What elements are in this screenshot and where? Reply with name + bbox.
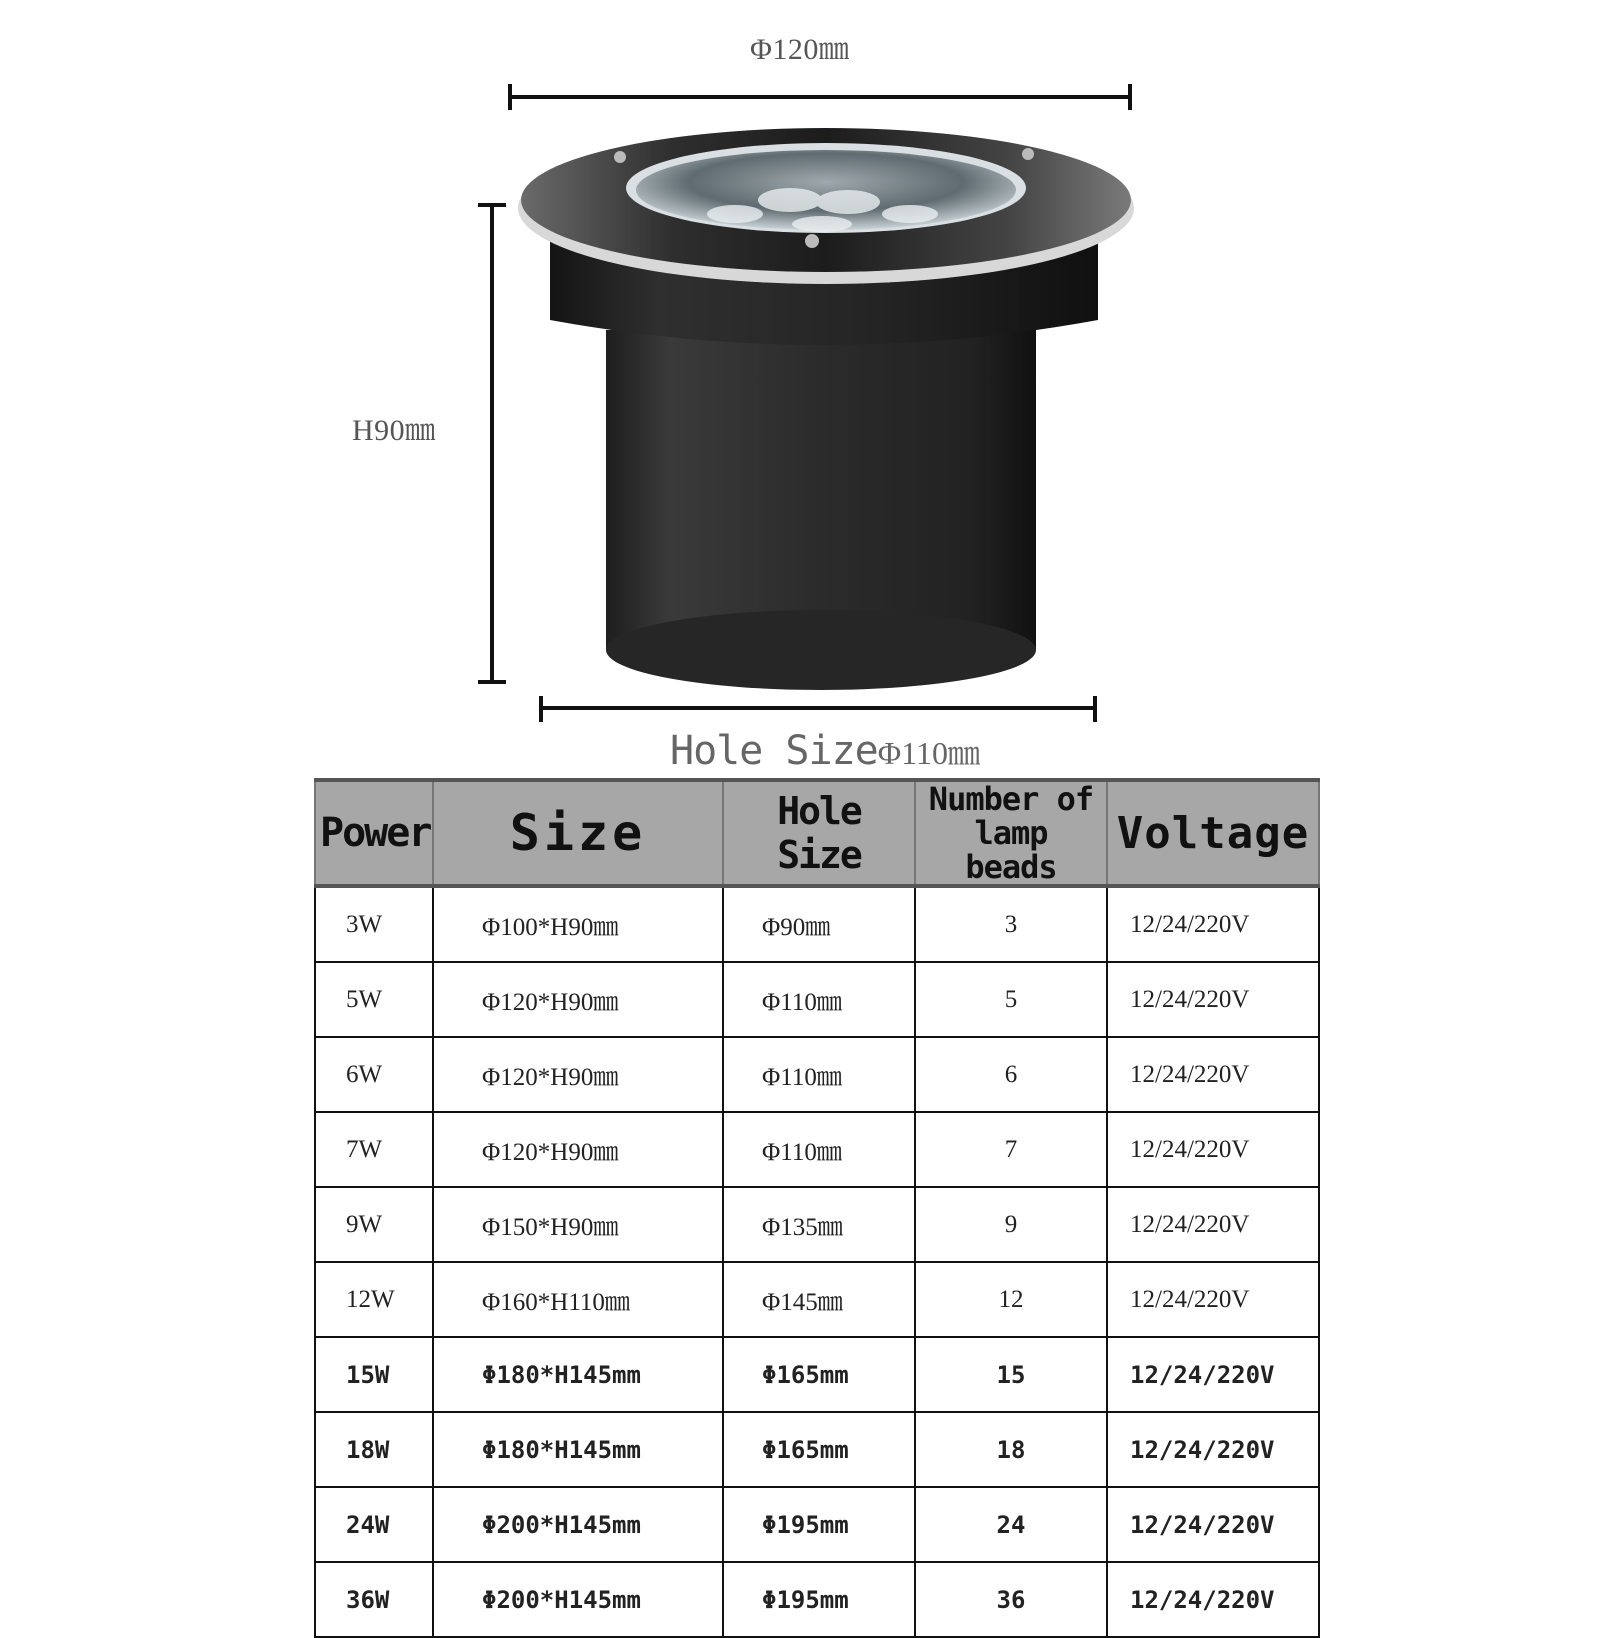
cell-voltage: 12/24/220V (1107, 1412, 1319, 1487)
top-diameter-label: Φ120㎜ (750, 33, 850, 66)
table-header-row (315, 780, 1319, 886)
table-row (315, 1487, 1319, 1562)
cell-voltage: 12/24/220V (1107, 1337, 1319, 1412)
cell-lamp-beads: 15 (915, 1337, 1107, 1412)
table-row (315, 1412, 1319, 1487)
cell-size: Φ120*H90㎜ (433, 1037, 723, 1112)
cell-size: Φ150*H90㎜ (433, 1187, 723, 1262)
cell-power: 7W (315, 1112, 433, 1187)
cell-lamp-beads: 12 (915, 1262, 1107, 1337)
cell-power: 12W (315, 1262, 433, 1337)
cell-lamp-beads: 7 (915, 1112, 1107, 1187)
cell-power: 6W (315, 1037, 433, 1112)
cell-lamp-beads: 18 (915, 1412, 1107, 1487)
cell-voltage: 12/24/220V (1107, 962, 1319, 1037)
hole-size-label-text: Hole Size (670, 728, 878, 774)
hole-size-label-value: Φ110㎜ (877, 735, 980, 771)
cell-size: Φ200*H145mm (433, 1562, 723, 1637)
cell-power: 9W (315, 1187, 433, 1262)
cell-voltage: 12/24/220V (1107, 1262, 1319, 1337)
cell-hole-size: Φ110㎜ (723, 1112, 915, 1187)
cell-size: Φ100*H90㎜ (433, 886, 723, 962)
table-row (315, 886, 1319, 962)
cell-power: 5W (315, 962, 433, 1037)
header-size: Size (433, 780, 723, 886)
cell-power: 24W (315, 1487, 433, 1562)
header-voltage: Voltage (1107, 780, 1319, 886)
cell-power: 18W (315, 1412, 433, 1487)
table-row (315, 1187, 1319, 1262)
top-dimension-line (510, 84, 1130, 110)
cell-hole-size: Φ195mm (723, 1562, 915, 1637)
cell-lamp-beads: 6 (915, 1037, 1107, 1112)
cell-hole-size: Φ90㎜ (723, 886, 915, 962)
cell-size: Φ200*H145mm (433, 1487, 723, 1562)
cell-power: 3W (315, 886, 433, 962)
table-row (315, 962, 1319, 1037)
product-illustration (0, 0, 1601, 780)
table-row (315, 1562, 1319, 1637)
cell-lamp-beads: 3 (915, 886, 1107, 962)
table-row (315, 1112, 1319, 1187)
cell-hole-size: Φ165mm (723, 1337, 915, 1412)
cell-voltage: 12/24/220V (1107, 1487, 1319, 1562)
header-lamp-beads-line2: lamp beads (965, 814, 1057, 886)
cell-lamp-beads: 9 (915, 1187, 1107, 1262)
cell-size: Φ120*H90㎜ (433, 962, 723, 1037)
cell-size: Φ120*H90㎜ (433, 1112, 723, 1187)
cell-hole-size: Φ135㎜ (723, 1187, 915, 1262)
header-lamp-beads (915, 780, 1107, 886)
cell-voltage: 12/24/220V (1107, 886, 1319, 962)
header-lamp-beads-line1: Number of (928, 780, 1094, 818)
cell-power: 36W (315, 1562, 433, 1637)
header-hole-size: Hole Size (723, 780, 915, 886)
cell-hole-size: Φ145㎜ (723, 1262, 915, 1337)
cell-voltage: 12/24/220V (1107, 1187, 1319, 1262)
cell-voltage: 12/24/220V (1107, 1562, 1319, 1637)
hole-size-label (670, 728, 980, 774)
cell-power: 15W (315, 1337, 433, 1412)
hole-dimension-line (541, 696, 1095, 722)
cell-voltage: 12/24/220V (1107, 1037, 1319, 1112)
cell-voltage: 12/24/220V (1107, 1112, 1319, 1187)
height-label: H90㎜ (352, 414, 436, 447)
spec-table (314, 778, 1320, 1638)
cell-hole-size: Φ165mm (723, 1412, 915, 1487)
cell-size: Φ160*H110㎜ (433, 1262, 723, 1337)
table-row (315, 1037, 1319, 1112)
table-row (315, 1337, 1319, 1412)
height-dimension-line (478, 205, 506, 682)
header-power: Power (315, 780, 433, 886)
cell-lamp-beads: 24 (915, 1487, 1107, 1562)
cell-lamp-beads: 36 (915, 1562, 1107, 1637)
cell-hole-size: Φ195mm (723, 1487, 915, 1562)
cell-lamp-beads: 5 (915, 962, 1107, 1037)
cell-hole-size: Φ110㎜ (723, 1037, 915, 1112)
cell-hole-size: Φ110㎜ (723, 962, 915, 1037)
cell-size: Φ180*H145mm (433, 1337, 723, 1412)
table-row (315, 1262, 1319, 1337)
cell-size: Φ180*H145mm (433, 1412, 723, 1487)
lamp-body (606, 330, 1036, 690)
lamp-rim (518, 128, 1134, 284)
